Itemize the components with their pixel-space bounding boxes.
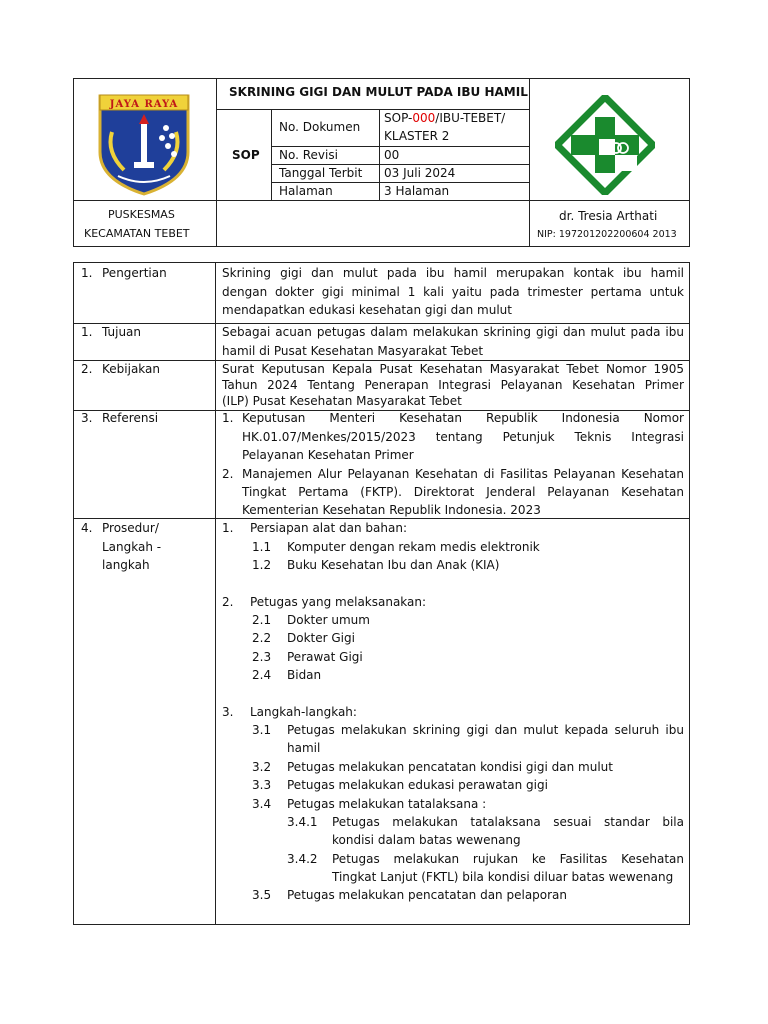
section-num-prosedur: 4.	[81, 521, 93, 535]
section-num-tujuan: 1.	[81, 325, 93, 339]
procedure-item-num: 2.4	[252, 668, 272, 682]
procedure-item-text: Komputer dengan rekam medis elektronik	[287, 540, 540, 554]
org-name-line2: KECAMATAN TEBET	[84, 227, 190, 240]
procedure-item-text: Petugas melakukan skrining gigi dan mulut kepada seluruh ibu	[287, 723, 684, 737]
section-label-tujuan: Tujuan	[102, 325, 142, 339]
jaya-raya-logo	[98, 92, 190, 196]
section-label-prosedur: langkah	[102, 558, 150, 572]
referensi-line: Kementerian Kesehatan Republik Indonesia. 2023	[242, 503, 541, 517]
doc-number-value: SOP-000/IBU-TEBET/	[384, 111, 506, 125]
procedure-group-title: Petugas yang melaksanakan:	[250, 595, 427, 609]
procedure-item-text: Petugas melakukan pencatatan dan pelaporan	[287, 888, 568, 902]
procedure-group-title: Langkah-langkah:	[250, 705, 357, 719]
pengertian-line: dengan dokter gigi minimal 1 kali yaitu pada trimester pertama untuk	[222, 285, 684, 299]
procedure-item-text: Petugas melakukan edukasi perawatan gigi	[287, 778, 548, 792]
revision-value: 00	[384, 148, 400, 162]
referensi-line: HK.01.07/Menkes/2015/2023 tentang Petunjuk Teknis Integrasi	[242, 430, 684, 444]
section-num-pengertian: 1.	[81, 266, 93, 280]
doc-number-label: No. Dokumen	[279, 120, 361, 134]
kebijakan-line: (ILP) Pusat Kesehatan Masyarakat Tebet	[222, 394, 462, 408]
procedure-group-title: Persiapan alat dan bahan:	[250, 521, 407, 535]
procedure-item-text: Dokter Gigi	[287, 631, 355, 645]
procedure-item-num: 3.4	[252, 797, 272, 811]
procedure-subitem-num: 3.4.1	[287, 815, 318, 829]
procedure-item-num: 3.1	[252, 723, 272, 737]
signer-name: dr. Tresia Arthati	[559, 209, 658, 223]
issue-date-label: Tanggal Terbit	[279, 166, 363, 180]
referensi-item-num: 2.	[222, 467, 234, 481]
procedure-item-num: 1.1	[252, 540, 272, 554]
procedure-group-num: 1.	[222, 521, 234, 535]
kebijakan-line: Surat Keputusan Kepala Pusat Kesehatan Masyarakat Tebet Nomor 1905	[222, 362, 684, 376]
svg-text:JAYA RAYA: JAYA RAYA	[109, 99, 179, 110]
procedure-item-text: Petugas melakukan pencatatan kondisi gigi dan mulut	[287, 760, 613, 774]
referensi-line: Pelayanan Kesehatan Primer	[242, 448, 414, 462]
kebijakan-line: Tahun 2024 Tentang Penerapan Integrasi Pelayanan Kesehatan Primer	[222, 378, 684, 392]
procedure-item-num: 2.3	[252, 650, 272, 664]
section-num-referensi: 3.	[81, 411, 93, 425]
procedure-subitem-text: kondisi dalam batas wewenang	[332, 833, 521, 847]
puskesmas-logo	[555, 95, 655, 195]
procedure-item-text: Buku Kesehatan Ibu dan Anak (KIA)	[287, 558, 500, 572]
procedure-item-num: 2.2	[252, 631, 272, 645]
procedure-subitem-text: Petugas melakukan rujukan ke Fasilitas Kesehatan	[332, 852, 684, 866]
procedure-item-text: Perawat Gigi	[287, 650, 363, 664]
procedure-item-num: 3.5	[252, 888, 272, 902]
issue-date-value: 03 Juli 2024	[384, 166, 456, 180]
section-label-kebijakan: Kebijakan	[102, 362, 160, 376]
signer-nip: NIP: 197201202200604 2013	[537, 229, 677, 240]
procedure-item-text: Bidan	[287, 668, 322, 682]
section-label-prosedur: Langkah -	[102, 540, 162, 554]
procedure-subitem-text: Petugas melakukan tatalaksana sesuai standar bila	[332, 815, 684, 829]
pengertian-line: mendapatkan edukasi kesehatan gigi dan mulut	[222, 303, 512, 317]
procedure-item-text: hamil	[287, 741, 321, 755]
referensi-line: Tingkat Pertama (FKTP). Direktorat Jenderal Pelayanan Kesehatan	[242, 485, 684, 499]
doc-number-value-line2: KLASTER 2	[384, 129, 450, 143]
procedure-subitem-text: Tingkat Lanjut (FKTL) bila kondisi diluar batas wewenang	[332, 870, 674, 884]
procedure-item-num: 3.2	[252, 760, 272, 774]
procedure-item-num: 2.1	[252, 613, 272, 627]
referensi-item-num: 1.	[222, 411, 234, 425]
procedure-item-num: 3.3	[252, 778, 272, 792]
procedure-item-text: Petugas melakukan tatalaksana :	[287, 797, 487, 811]
referensi-line: Keputusan Menteri Kesehatan Republik Indonesia Nomor	[242, 411, 684, 425]
tujuan-line: Sebagai acuan petugas dalam melakukan skrining gigi dan mulut pada ibu	[222, 325, 684, 339]
procedure-item-num: 1.2	[252, 558, 272, 572]
tujuan-line: hamil di Pusat Kesehatan Masyarakat Tebet	[222, 344, 484, 358]
section-num-kebijakan: 2.	[81, 362, 93, 376]
revision-label: No. Revisi	[279, 148, 338, 162]
section-label-pengertian: Pengertian	[102, 266, 167, 280]
sop-label: SOP	[232, 148, 260, 162]
procedure-item-text: Dokter umum	[287, 613, 370, 627]
pages-label: Halaman	[279, 184, 333, 198]
page-title: SKRINING GIGI DAN MULUT PADA IBU HAMIL	[229, 85, 528, 99]
procedure-subitem-num: 3.4.2	[287, 852, 318, 866]
org-name-line1: PUSKESMAS	[108, 208, 175, 221]
section-label-prosedur: Prosedur/	[102, 521, 159, 535]
section-label-referensi: Referensi	[102, 411, 159, 425]
referensi-line: Manajemen Alur Pelayanan Kesehatan di Fasilitas Pelayanan Kesehatan	[242, 467, 684, 481]
pengertian-line: Skrining gigi dan mulut pada ibu hamil merupakan kontak ibu hamil	[222, 266, 684, 280]
pages-value: 3 Halaman	[384, 184, 450, 198]
procedure-group-num: 3.	[222, 705, 234, 719]
procedure-group-num: 2.	[222, 595, 234, 609]
